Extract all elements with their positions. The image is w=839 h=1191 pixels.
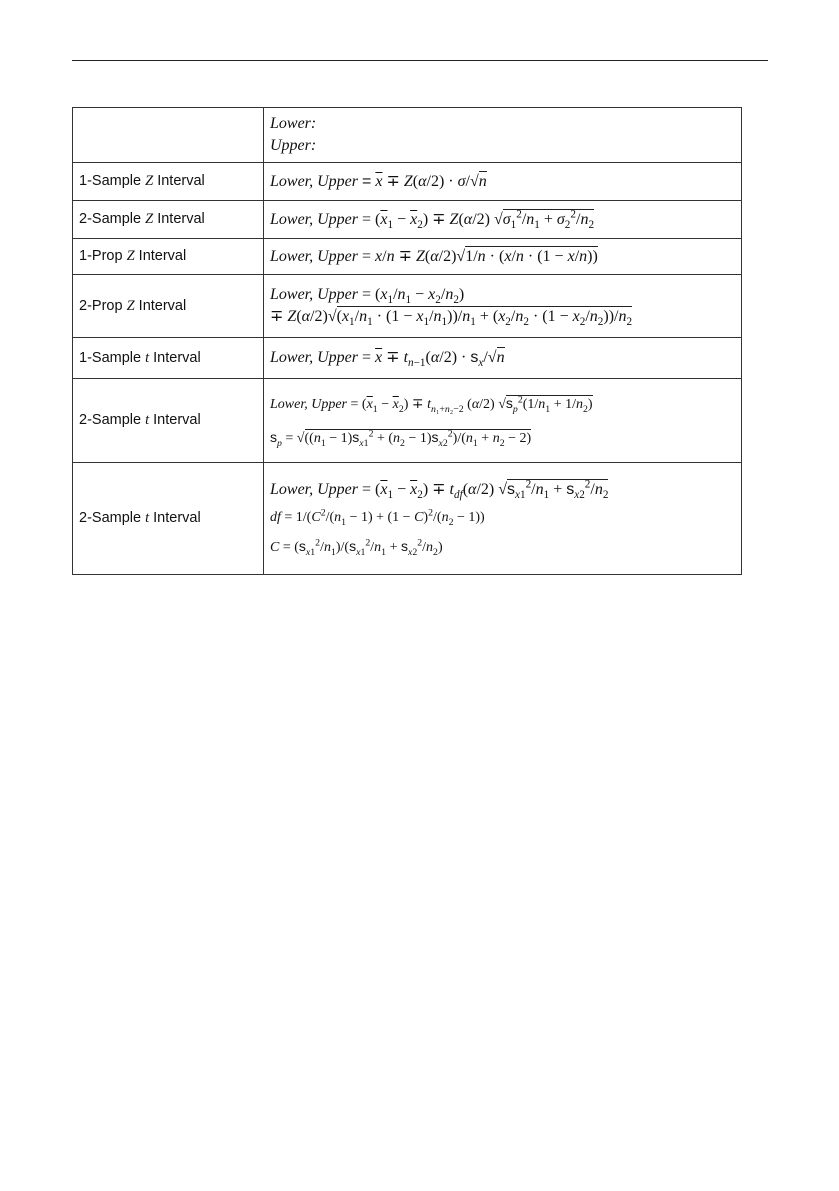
formula: Lower, Upper = x/n ∓ Z(α/2)√1/n · (x/n · (1 − x/n)) (270, 247, 598, 265)
formula-cell (264, 201, 742, 239)
formula-cell (264, 163, 742, 201)
row-label: 1-Sample Z Interval (73, 163, 264, 201)
formula: Lower, Upper = $(\overline{x}_1 - \overline{x}_2) \mp t_{n_1+n_2-2}$ (α/2) $√s_p^2(1/n_1 + 1/n_2)$ (270, 393, 593, 415)
table-row (73, 275, 742, 338)
table-row (73, 201, 742, 239)
formula: Lower, Upper = $(\overline{x}_1 - \overline{x}_2) \mp t_{df}(\alpha/2) √s_{x1}^2/n_1 + s_{x2}^2/n_2$ (270, 478, 609, 501)
formula-cell (264, 108, 742, 163)
formula: Lower, Upper = $\overline{x} \mp t_{n-1}(\alpha/2) \cdot s_x/√n$ (270, 349, 505, 370)
formula: $C = (s_{x1}^2/n_1)/(s_{x1}^2/n_1 + s_{x2}^2/n_2)$ (270, 536, 443, 558)
row-label: 2-Sample t Interval (73, 463, 264, 575)
formula: Lower, Upper = $\overline{x} \mp Z(\alpha/2) \cdot \sigma/√n$ (270, 172, 487, 190)
table-row (73, 379, 742, 463)
formula: Lower, Upper = $(\overline{x}_1 - \overline{x}_2) \mp Z(\alpha/2) √\sigma_1^2/n_1 + \sigma_2^2/n_2$ (270, 208, 595, 231)
row-label: 2-Prop Z Interval (73, 275, 264, 338)
row-label (73, 108, 264, 163)
formula: ∓ $Z(\alpha/2)√(x_1/n_1 \cdot (1 - x_1/n_1))/n_1 + (x_2/n_2 \cdot (1 - x_2/n_2))/n_2$ (270, 308, 633, 329)
formula: df = $1/(C^2/(n_1 - 1) + (1 - C)^2/(n_2 - 1))$ (270, 506, 485, 528)
header-rule (72, 60, 768, 61)
table-row (73, 463, 742, 575)
row-label: 2-Sample Z Interval (73, 201, 264, 239)
row-label: 2-Sample t Interval (73, 379, 264, 463)
formula-cell (264, 463, 742, 575)
upper-label: Upper: (270, 137, 317, 154)
table-row (73, 239, 742, 275)
lower-label: Lower: (270, 115, 317, 132)
table-row (73, 108, 742, 163)
table-row (73, 338, 742, 379)
row-label: 1-Prop Z Interval (73, 239, 264, 275)
row-label: 1-Sample t Interval (73, 338, 264, 379)
formula-cell (264, 275, 742, 338)
formula: Lower, Upper = $(x_1/n_1 - x_2/n_2)$ (270, 286, 465, 307)
table-row (73, 163, 742, 201)
formula: $s_p = √((n_1 - 1)s_{x1}^2 + (n_2 - 1)s_{x2}^2)/(n_1 + n_2 - 2)$ (270, 427, 532, 449)
formula-cell (264, 379, 742, 463)
formula-cell (264, 239, 742, 275)
confidence-interval-table (72, 107, 742, 575)
formula-cell (264, 338, 742, 379)
